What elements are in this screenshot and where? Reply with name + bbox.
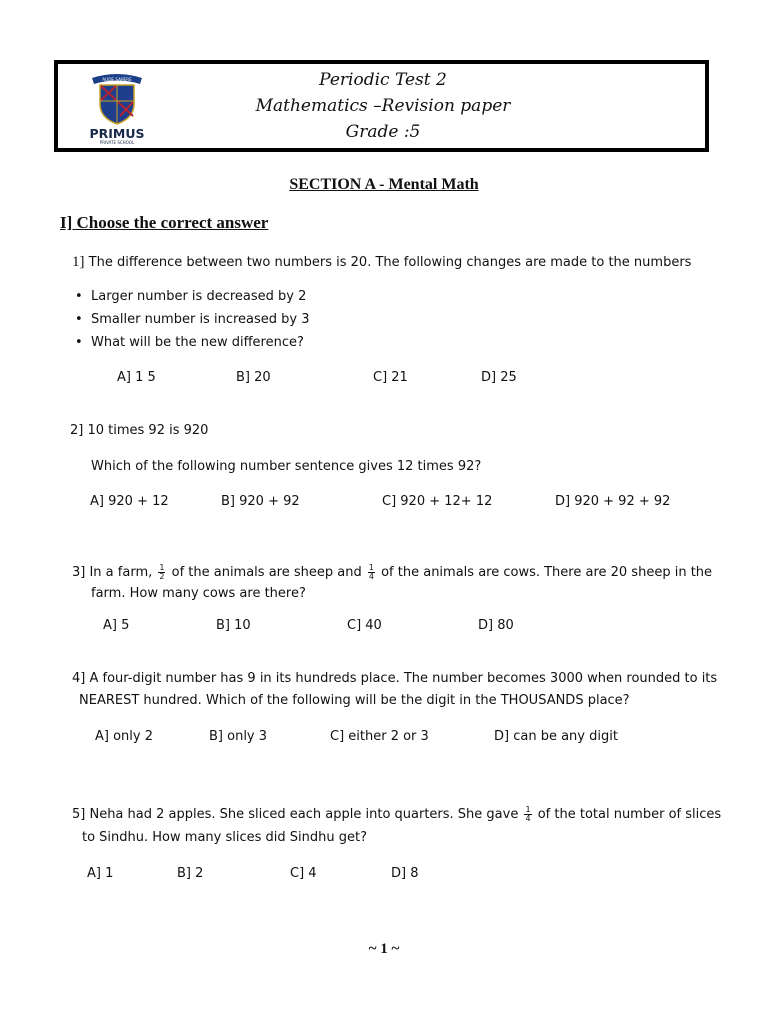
title-line-1: Periodic Test 2 [319,70,447,90]
header-box [54,60,709,152]
title-line-3: Grade :5 [345,122,421,142]
bullet-icon: • [75,312,83,327]
fraction-one-half: $\frac{1}{2}$ [159,563,165,581]
list-item [75,311,310,329]
bullet-icon: • [75,335,83,350]
question-3-text: of the animals are cows. There are 20 sheep in the [381,565,713,580]
option-b: B] 920 + 92 [221,494,300,509]
option-c: C] either 2 or 3 [330,729,429,744]
question-1-text: The difference between two numbers is 20. The following changes are made to the numbers [88,255,692,270]
question-3 [72,564,712,582]
option-c: C] 4 [290,866,317,881]
fraction-one-quarter: $\frac{1}{4}$ [368,563,374,581]
question-3-line-2: farm. How many cows are there? [91,586,306,601]
school-logo [70,68,165,146]
section-title: SECTION A - Mental Math [289,176,479,193]
option-b: B] 10 [216,618,251,633]
question-4: 4] A four-digit number has 9 in its hundreds place. The number becomes 3000 when rounded to its [72,671,718,686]
option-d: D] 25 [481,370,517,385]
logo-motto: AUDE SAPERE [102,77,132,82]
logo-name: PRIMUS [89,126,145,141]
option-a: A] 1 [87,866,114,881]
question-3-text: 3] In a farm, [72,565,153,580]
option-b: B] 20 [236,370,271,385]
question-5 [72,806,721,824]
question-5-line-2: to Sindhu. How many slices did Sindhu get? [82,830,367,845]
page-number: ~ 1 ~ [368,941,400,957]
bullet-text: Smaller number is increased by 3 [91,312,310,327]
bullet-text: What will be the new difference? [91,335,304,350]
fraction-one-quarter: $\frac{1}{4}$ [525,805,531,823]
option-a: A] 1 5 [117,370,156,385]
option-b: B] only 3 [209,729,268,744]
paper-title [198,67,568,145]
question-1-number: 1] [72,254,85,270]
question-5-text: 5] Neha had 2 apples. She sliced each apple into quarters. She gave [72,807,519,822]
bullet-icon: • [75,289,83,304]
question-3-text: of the animals are sheep and [171,565,362,580]
list-item [75,334,304,352]
option-a: A] 920 + 12 [90,494,169,509]
question-4-line-2: NEAREST hundred. Which of the following will be the digit in the THOUSANDS place? [79,693,630,708]
list-item [75,288,307,306]
option-a: A] 5 [103,618,130,633]
question-2-prompt: Which of the following number sentence gives 12 times 92? [91,459,482,474]
option-b: B] 2 [177,866,204,881]
question-2: 2] 10 times 92 is 920 [70,423,209,438]
option-c: C] 40 [347,618,382,633]
title-line-2: Mathematics –Revision paper [255,96,511,116]
option-d: D] 80 [478,618,514,633]
option-c: C] 21 [373,370,408,385]
question-5-text: of the total number of slices [537,807,722,822]
option-c: C] 920 + 12+ 12 [382,494,493,509]
option-d: D] 8 [391,866,419,881]
logo-subtitle: PRIVATE SCHOOL [99,140,135,145]
option-d: D] 920 + 92 + 92 [555,494,671,509]
bullet-text: Larger number is decreased by 2 [91,289,307,304]
part-title: I] Choose the correct answer [60,213,269,232]
question-1 [72,253,691,272]
option-a: A] only 2 [95,729,153,744]
option-d: D] can be any digit [494,729,618,744]
